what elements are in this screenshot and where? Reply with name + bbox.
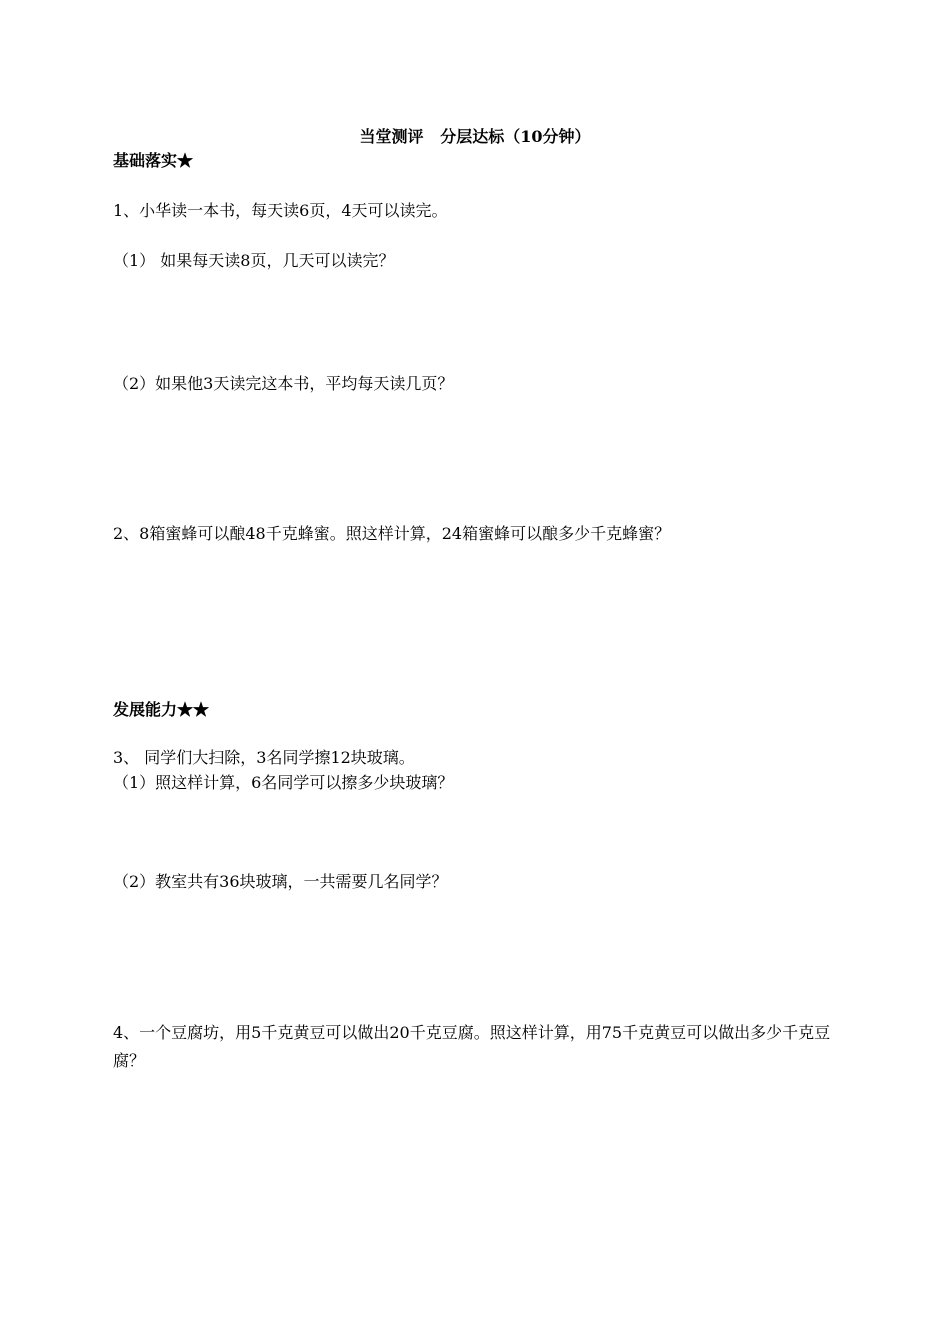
section-heading-advanced: 发展能力★★ [113,700,210,719]
question-1-part-1: （1） 如果每天读8页，几天可以读完？ [113,251,395,270]
question-1-stem: 1、小华读一本书，每天读6页，4天可以读完。 [113,201,448,220]
question-2-stem: 2、8箱蜜蜂可以酿48千克蜂蜜。照这样计算，24箱蜜蜂可以酿多少千克蜂蜜？ [113,524,671,543]
question-3-part-2: （2）教室共有36块玻璃，一共需要几名同学？ [113,872,448,891]
question-4-stem: 4、一个豆腐坊，用5千克黄豆可以做出20千克豆腐。照这样计算，用75千克黄豆可以做出多少千克豆腐？ [113,1023,831,1070]
question-3-part-1: （1）照这样计算，6名同学可以擦多少块玻璃？ [113,773,454,792]
section-heading-basic: 基础落实★ [113,151,194,170]
page-title: 当堂测评 分层达标（10分钟） [359,127,591,146]
question-1-part-2: （2）如果他3天读完这本书，平均每天读几页？ [113,374,454,393]
question-3-stem: 3、 同学们大扫除，3名同学擦12块玻璃。 [113,748,415,767]
